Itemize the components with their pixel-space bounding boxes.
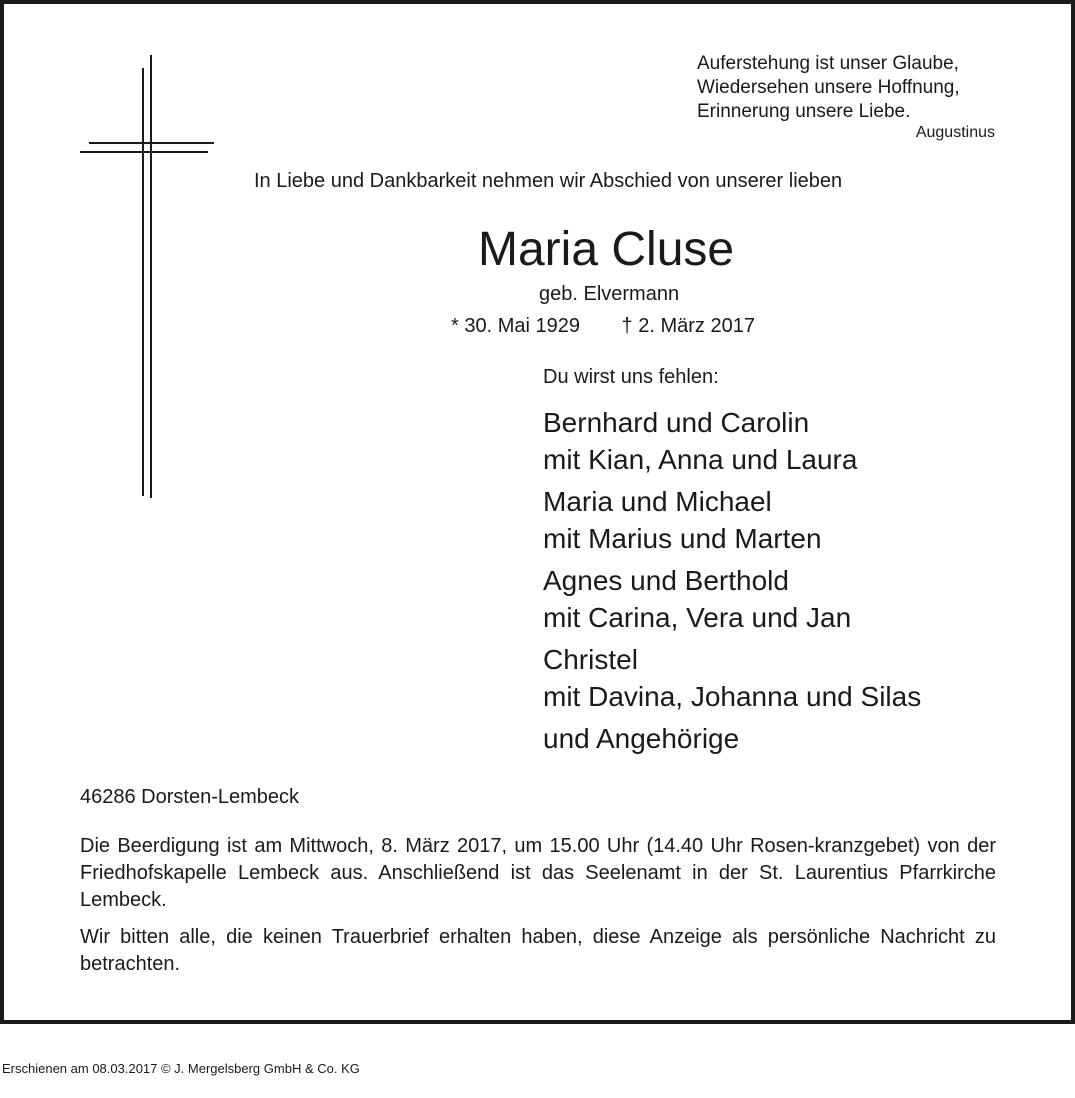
cross-horizontal-line [89,142,214,144]
cross-horizontal-line [80,151,208,153]
mourner-line: und Angehörige [543,723,740,754]
mourner-group [543,641,921,715]
mourner-line: Christel [543,644,638,675]
mourner-line: Agnes und Berthold [543,565,789,596]
cross-vertical-line [150,55,152,498]
cross-vertical-line [142,68,144,496]
mourner-group [543,562,921,636]
mourner-line: Bernhard und Carolin [543,407,810,438]
mourner-line: mit Carina, Vera und Jan [543,602,852,633]
birth-date: * 30. Mai 1929 [451,315,580,337]
quote-line: Auferstehung ist unser Glaube, [697,53,959,74]
death-date: † 2. März 2017 [621,315,755,337]
mourners-list [543,404,921,762]
quote-line: Erinnerung unsere Liebe. [697,101,911,122]
quote-author: Augustinus [915,124,995,141]
publication-footer: Erschienen am 08.03.2017 © J. Mergelsberg GmbH & Co. KG [2,1061,360,1076]
mourner-line: mit Marius und Marten [543,523,822,554]
funeral-info-paragraph: Die Beerdigung ist am Mittwoch, 8. März 2017, um 15.00 Uhr (14.40 Uhr Rosen-kranzgebet) von der Friedhofskapelle Lembeck aus. Anschließend ist das Seelenamt in der St. Laurentius Pfarrkirche Lembeck. [80,835,996,911]
mourner-group [543,404,921,478]
birth-name: geb. Elvermann [539,283,680,305]
life-dates [451,315,755,338]
mourner-line: Maria und Michael [543,486,772,517]
notice-paragraph: Wir bitten alle, die keinen Trauerbrief erhalten haben, diese Anzeige als persönliche Nachricht zu betrachten. [80,926,996,975]
mourner-line: mit Kian, Anna und Laura [543,444,858,475]
quote-block [697,52,960,124]
mourner-group [543,720,921,757]
mourner-group [543,483,921,557]
deceased-name: Maria Cluse [478,223,735,276]
intro-text: In Liebe und Dankbarkeit nehmen wir Abschied von unserer lieben [254,170,843,192]
mourners-heading: Du wirst uns fehlen: [543,366,719,388]
address: 46286 Dorsten-Lembeck [80,786,300,808]
quote-line: Wiedersehen unsere Hoffnung, [697,77,960,98]
mourner-line: mit Davina, Johanna und Silas [543,681,922,712]
